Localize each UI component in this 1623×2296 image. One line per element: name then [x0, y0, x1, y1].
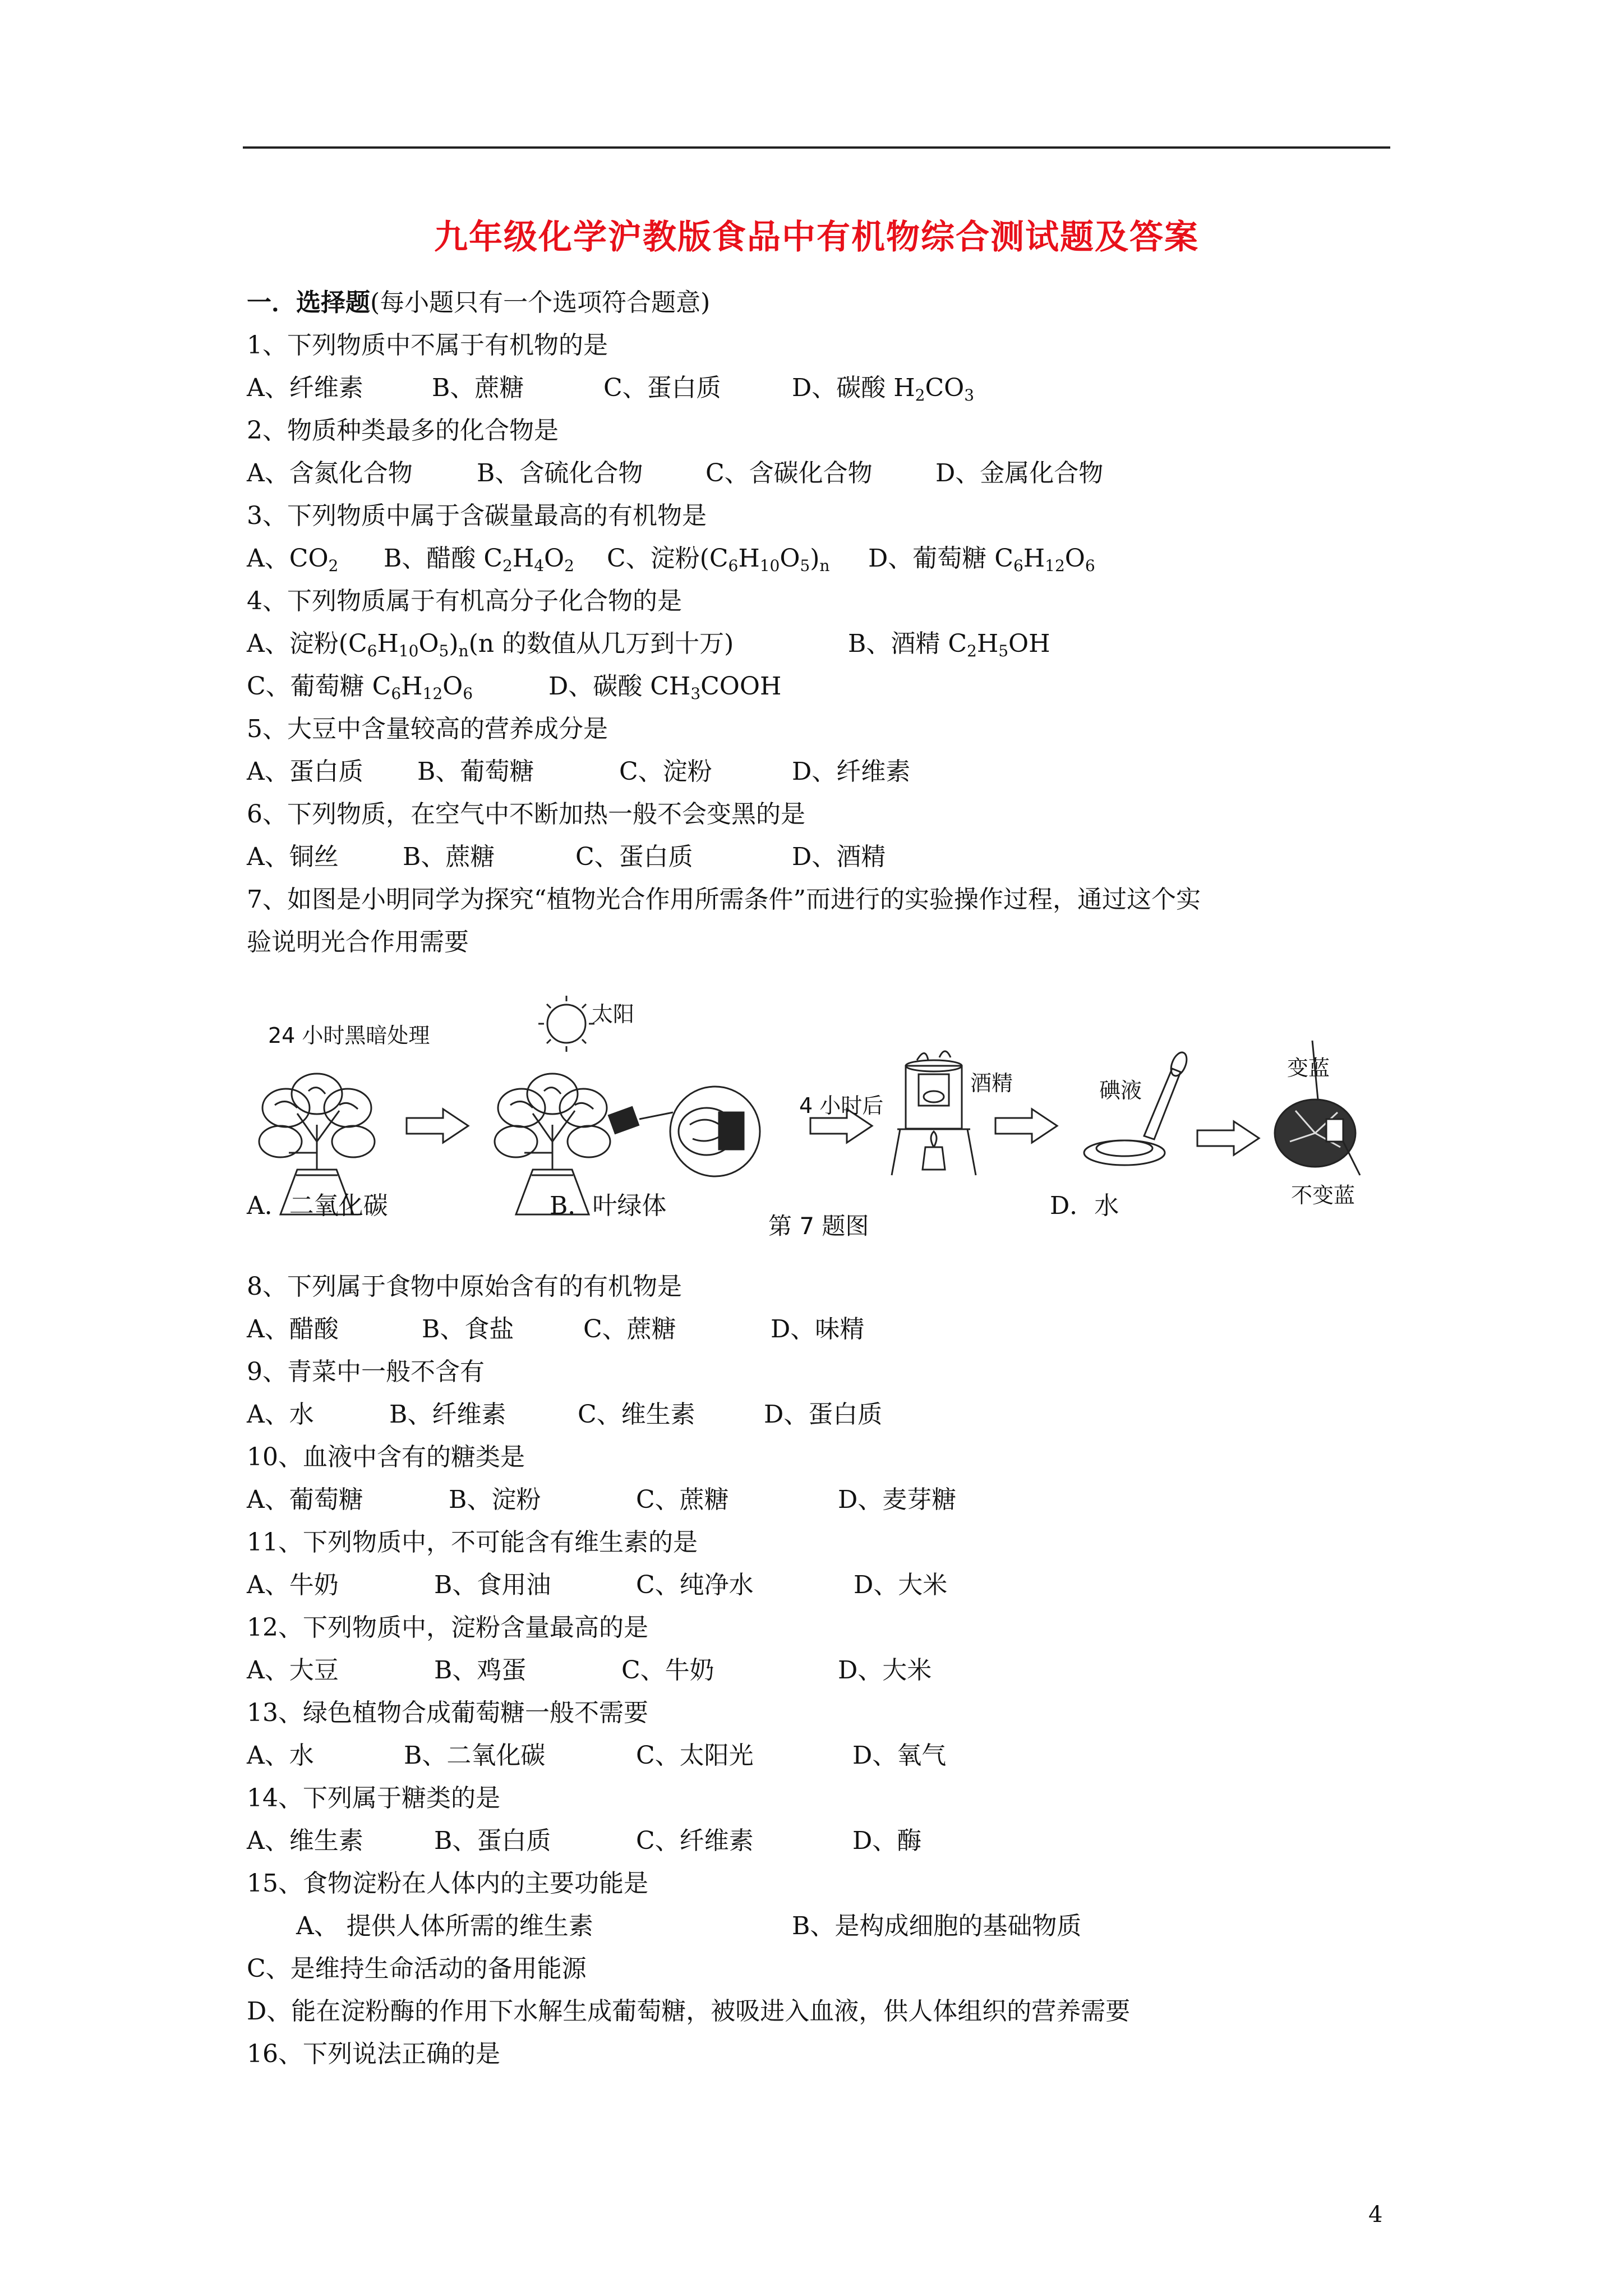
- question-3-stem: 3、下列物质中属于含碳量最高的有机物是: [247, 501, 707, 530]
- q15-option-c: C、是维持生命活动的备用能源: [247, 1954, 587, 1983]
- page-number: 4: [1368, 2202, 1383, 2228]
- q12-option-a: A、大豆: [247, 1656, 339, 1685]
- q7-option-a: A．二氧化碳: [247, 1191, 388, 1220]
- question-8-stem: 8、下列属于食物中原始含有的有机物是: [247, 1272, 682, 1301]
- iodine-dropper-icon: [1084, 1050, 1189, 1165]
- header-rule: [243, 146, 1390, 149]
- question-6-stem: 6、下列物质，在空气中不断加热一般不会变黑的是: [247, 800, 805, 829]
- q2-option-b: B、含硫化合物: [477, 459, 643, 487]
- question-14-stem: 14、下列属于糖类的是: [247, 1784, 500, 1812]
- q15-option-d: D、能在淀粉酶的作用下水解生成葡萄糖，被吸进入血液，供人体组织的营养需要: [247, 1997, 1131, 2026]
- q7-option-d: D．水: [1050, 1191, 1119, 1220]
- q2-option-d: D、金属化合物: [935, 459, 1104, 487]
- q6-option-b: B、蔗糖: [403, 843, 495, 871]
- water-bath-heating-icon: [892, 1051, 976, 1175]
- question-11-stem: 11、下列物质中，不可能含有维生素的是: [247, 1528, 698, 1557]
- question-16-stem: 16、下列说法正确的是: [247, 2040, 500, 2068]
- q1-option-d: D、碳酸 $H_2CO_3$: [792, 374, 975, 404]
- q3-option-a: A、$CO_2$: [247, 544, 339, 575]
- arrow-icon: [407, 1109, 468, 1143]
- label-four-hours: 4 小时后: [799, 1093, 884, 1118]
- label-alcohol: 酒精: [970, 1071, 1013, 1096]
- q11-option-d: D、大米: [854, 1571, 948, 1599]
- q12-option-b: B、鸡蛋: [434, 1656, 527, 1685]
- q9-option-c: C、维生素: [578, 1400, 695, 1429]
- page-title: 九年级化学沪教版食品中有机物综合测试题及答案: [434, 218, 1199, 257]
- q9-option-b: B、纤维素: [389, 1400, 506, 1429]
- q8-option-b: B、食盐: [422, 1315, 514, 1343]
- q13-option-a: A、水: [247, 1741, 314, 1770]
- question-9-stem: 9、青菜中一般不含有: [247, 1358, 485, 1386]
- q14-option-b: B、蛋白质: [434, 1826, 551, 1855]
- q3-option-b: B、醋酸 $C_2H_4O_2$: [384, 544, 574, 575]
- arrow-icon: [995, 1109, 1057, 1143]
- q3-option-d: D、葡萄糖 $C_6H_{12}O_6$: [868, 544, 1095, 575]
- question-4-stem: 4、下列物质属于有机高分子化合物的是: [247, 587, 682, 615]
- q14-option-c: C、纤维素: [636, 1826, 754, 1855]
- q14-option-d: D、酶: [852, 1826, 922, 1855]
- q4-option-d: D、碳酸 $CH_3COOH$: [548, 672, 782, 703]
- q14-option-a: A、维生素: [247, 1826, 363, 1855]
- q5-option-c: C、淀粉: [619, 757, 712, 786]
- sun-icon: [538, 996, 594, 1052]
- q5-option-d: D、纤维素: [792, 757, 911, 786]
- section-label: 一．选择题: [247, 288, 370, 317]
- q13-option-b: B、二氧化碳: [404, 1741, 546, 1770]
- q3-option-c: C、淀粉$(C_6H_{10}O_5)_n$: [607, 544, 830, 575]
- section-heading: [247, 286, 710, 320]
- q11-option-a: A、牛奶: [247, 1571, 339, 1599]
- q12-option-c: C、牛奶: [621, 1656, 714, 1685]
- question-2-stem: 2、物质种类最多的化合物是: [247, 416, 559, 445]
- q10-option-c: C、蔗糖: [636, 1485, 729, 1514]
- q5-option-b: B、葡萄糖: [417, 757, 534, 786]
- label-not-blue: 不变蓝: [1291, 1183, 1355, 1208]
- q7-option-b: B．叶绿体: [550, 1191, 667, 1220]
- q6-option-c: C、蛋白质: [575, 843, 693, 871]
- q10-option-a: A、葡萄糖: [247, 1485, 363, 1514]
- q15-option-a: A、 提供人体所需的维生素: [296, 1912, 593, 1940]
- q1-option-a: A、纤维素: [247, 374, 363, 402]
- question-12-stem: 12、下列物质中，淀粉含量最高的是: [247, 1613, 648, 1642]
- q6-option-d: D、酒精: [792, 843, 886, 871]
- label-iodine: 碘液: [1099, 1078, 1142, 1103]
- q12-option-d: D、大米: [838, 1656, 932, 1685]
- q5-option-a: A、蛋白质: [247, 757, 363, 786]
- q4-option-b: B、酒精 $C_2H_5OH$: [848, 629, 1050, 660]
- covered-leaf-icon: [639, 1087, 760, 1176]
- q11-option-c: C、纯净水: [636, 1571, 754, 1599]
- question-7-stem-line2: 验说明光合作用需要: [247, 928, 469, 956]
- q1-option-c: C、蛋白质: [603, 374, 721, 402]
- q4-option-c: C、葡萄糖 $C_6H_{12}O_6$: [247, 672, 473, 703]
- q13-option-c: C、太阳光: [636, 1741, 754, 1770]
- q2-option-c: C、含碳化合物: [706, 459, 873, 487]
- q9-option-d: D、蛋白质: [764, 1400, 883, 1429]
- section-note: (每小题只有一个选项符合题意): [370, 288, 711, 317]
- arrow-icon: [1197, 1121, 1259, 1155]
- figure-caption: 第 7 题图: [768, 1212, 869, 1240]
- q10-option-d: D、麦芽糖: [838, 1485, 957, 1514]
- question-7-stem-line1: 7、如图是小明同学为探究“植物光合作用所需条件”而进行的实验操作过程，通过这个实: [247, 885, 1201, 914]
- q13-option-d: D、氧气: [852, 1741, 947, 1770]
- question-5-stem: 5、大豆中含量较高的营养成分是: [247, 715, 608, 743]
- q11-option-b: B、食用油: [434, 1571, 551, 1599]
- q8-option-d: D、味精: [771, 1315, 865, 1343]
- label-sun: 太阳: [592, 1002, 635, 1027]
- q7-experiment-figure: [247, 984, 1391, 1259]
- q15-option-b: B、是构成细胞的基础物质: [792, 1912, 1082, 1940]
- label-dark-treatment: 24 小时黑暗处理: [268, 1023, 430, 1048]
- q1-option-b: B、蔗糖: [432, 374, 524, 402]
- q4-option-a: A、淀粉$(C_6H_{10}O_5)_n(n$ 的数值从几万到十万): [247, 629, 734, 660]
- label-turns-blue: 变蓝: [1287, 1056, 1330, 1080]
- question-1-stem: 1、下列物质中不属于有机物的是: [247, 331, 608, 360]
- question-13-stem: 13、绿色植物合成葡萄糖一般不需要: [247, 1699, 648, 1727]
- q10-option-b: B、淀粉: [449, 1485, 541, 1514]
- q8-option-c: C、蔗糖: [583, 1315, 676, 1343]
- q9-option-a: A、水: [247, 1400, 314, 1429]
- q2-option-a: A、含氮化合物: [247, 459, 413, 487]
- question-10-stem: 10、血液中含有的糖类是: [247, 1443, 525, 1471]
- q8-option-a: A、醋酸: [247, 1315, 339, 1343]
- question-15-stem: 15、食物淀粉在人体内的主要功能是: [247, 1869, 648, 1898]
- q6-option-a: A、铜丝: [247, 843, 339, 871]
